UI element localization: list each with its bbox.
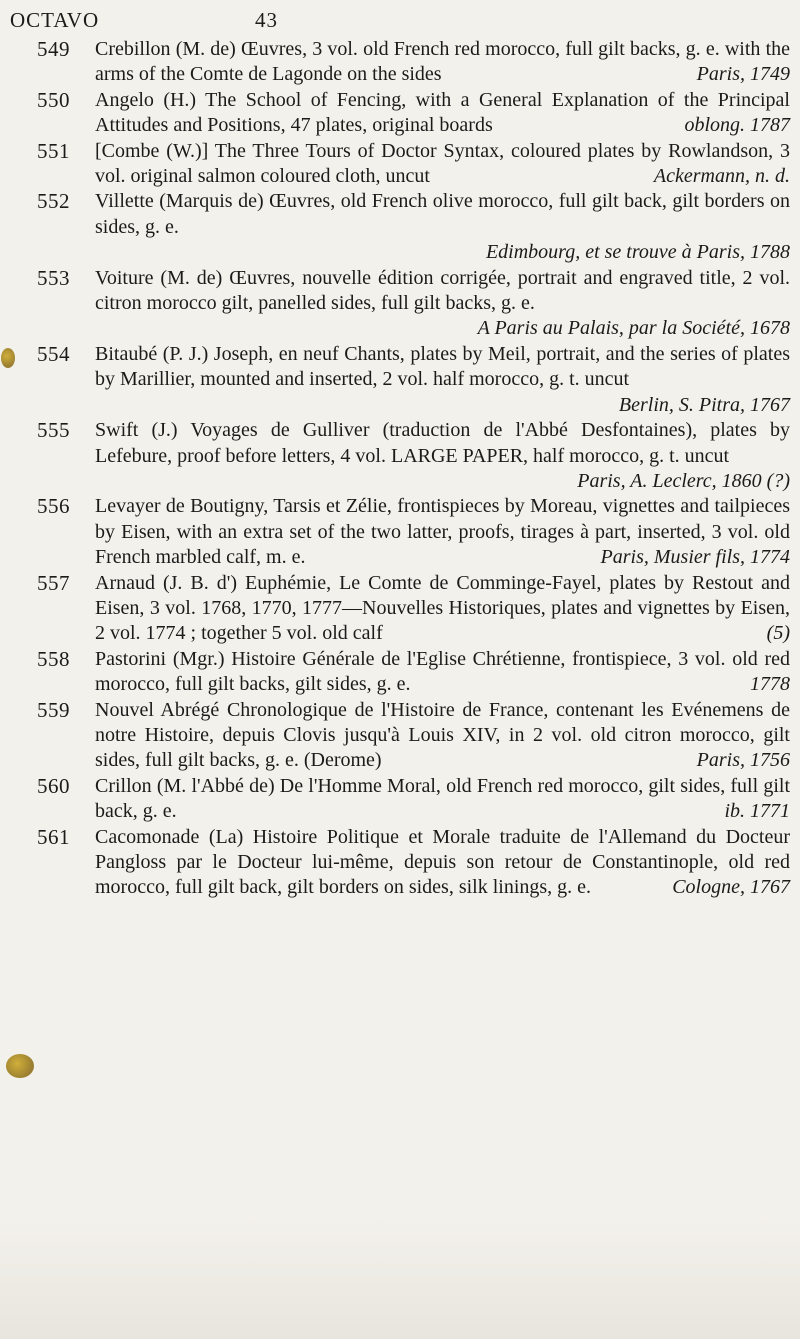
page-number: 43 (255, 8, 278, 32)
entry-imprint: ib. 1771 (724, 800, 790, 823)
page-header (10, 8, 790, 38)
stain-mark (6, 1054, 34, 1078)
entry-description: Villette (Marquis de) Œuvres, old French olive morocco, full gilt back, gilt borders on sides, g. e. Edimbourg, et se trouve à Paris, 1788 (95, 189, 790, 265)
entry-imprint: A Paris au Palais, par la Société, 1678 (477, 317, 790, 340)
entry-description: Crillon (M. l'Abbé de) De l'Homme Moral, old French red morocco, gilt sides, full gilt back, g. e. ib. 1771 (95, 774, 790, 825)
entry-imprint: Paris, Musier fils, 1774 (600, 546, 790, 569)
entry-description: Voiture (M. de) Œuvres, nouvelle édition corrigée, portrait and engraved title, 2 vol. citron morocco gilt, panelled sides, full gilt backs, g. e. A Paris au Palais, par la Société, 1678 (95, 266, 790, 342)
catalogue-entry (0, 88, 790, 139)
catalogue-entry (0, 698, 790, 774)
catalogue-entries (0, 37, 790, 901)
entry-description: Crebillon (M. de) Œuvres, 3 vol. old French red morocco, full gilt backs, g. e. with the arms of the Comte de Lagonde on the sides Paris, 1749 (95, 37, 790, 88)
catalogue-entry (0, 189, 790, 265)
lot-number: 550 (37, 87, 70, 112)
entry-imprint: Paris, 1749 (696, 63, 790, 86)
entry-description: Angelo (H.) The School of Fencing, with a General Explanation of the Principal Attitudes and Positions, 47 plates, original boards oblong. 1787 (95, 88, 790, 139)
entry-imprint: Edimbourg, et se trouve à Paris, 1788 (485, 241, 790, 264)
lot-number: 558 (37, 646, 70, 671)
entry-description: Arnaud (J. B. d') Euphémie, Le Comte de Comminge-Fayel, plates by Restout and Eisen, 3 vol. 1768, 1770, 1777—Nouvelles Historiques, plates and vignettes by Eisen, 2 vol. 1774 ; together 5 vol. old calf (5) (95, 571, 790, 647)
lot-number: 556 (37, 494, 70, 519)
catalogue-entry (0, 825, 790, 901)
catalogue-entry (0, 774, 790, 825)
entry-description: Swift (J.) Voyages de Gulliver (traduction de l'Abbé Desfontaines), plates by Lefebure, proof before letters, 4 vol. LARGE PAPER, half morocco, g. t. uncut Paris, A. Leclerc, 1860 (?) (95, 418, 790, 494)
lot-number: 551 (37, 138, 70, 163)
lot-number: 560 (37, 773, 70, 798)
entry-description: Bitaubé (P. J.) Joseph, en neuf Chants, plates by Meil, portrait, and the series of plates by Marillier, mounted and inserted, 2 vol. half morocco, g. t. uncut Berlin, S. Pitra, 1767 (95, 342, 790, 418)
catalogue-entry (0, 139, 790, 190)
entry-imprint: Berlin, S. Pitra, 1767 (618, 393, 790, 416)
entry-imprint: oblong. 1787 (684, 114, 790, 137)
lot-number: 559 (37, 697, 70, 722)
catalogue-entry (0, 647, 790, 698)
entry-description: Nouvel Abrégé Chronologique de l'Histoire de France, contenant les Evénemens de notre Histoire, depuis Clovis jusqu'à Louis XIV, in 2 vol. old citron morocco, gilt sides, full gilt backs, g. e. (Derome) Paris, 1756 (95, 698, 790, 774)
entry-description: Levayer de Boutigny, Tarsis et Zélie, frontispieces by Moreau, vignettes and tailpieces by Eisen, with an extra set of the two latter, proofs, tirages à part, inserted, 3 vol. old French marbled calf, m. e. Paris, Musier fils, 1774 (95, 494, 790, 570)
catalogue-entry (0, 37, 790, 88)
entry-imprint: 1778 (750, 673, 790, 696)
lot-number: 561 (37, 824, 70, 849)
lot-number: 553 (37, 265, 70, 290)
paper-shading (0, 1219, 800, 1339)
catalogue-entry (0, 342, 790, 418)
catalogue-entry (0, 418, 790, 494)
entry-imprint: Paris, 1756 (696, 749, 790, 772)
catalogue-entry (0, 266, 790, 342)
section-title: OCTAVO (10, 8, 100, 32)
lot-number: 554 (37, 341, 70, 366)
entry-description: Pastorini (Mgr.) Histoire Générale de l'Eglise Chrétienne, frontispiece, 3 vol. old red morocco, full gilt backs, gilt sides, g. e. 1778 (95, 647, 790, 698)
lot-number: 552 (37, 189, 70, 214)
entry-imprint: (5) (766, 622, 790, 645)
lot-number: 557 (37, 570, 70, 595)
entry-imprint: Paris, A. Leclerc, 1860 (?) (577, 469, 790, 492)
catalogue-entry (0, 494, 790, 570)
entry-description: Cacomonade (La) Histoire Politique et Morale traduite de l'Allemand du Docteur Pangloss par le Docteur lui-même, depuis son retour de Constantinople, old red morocco, full gilt back, gilt borders on sides, silk linings, g. e. Cologne, 1767 (95, 825, 790, 901)
entry-imprint: Cologne, 1767 (672, 876, 790, 899)
entry-imprint: Ackermann, n. d. (653, 165, 790, 188)
lot-number: 555 (37, 418, 70, 443)
lot-number: 549 (37, 37, 70, 61)
entry-description: [Combe (W.)] The Three Tours of Doctor Syntax, coloured plates by Rowlandson, 3 vol. original salmon coloured cloth, uncut Ackermann, n. d. (95, 139, 790, 190)
catalogue-entry (0, 571, 790, 647)
